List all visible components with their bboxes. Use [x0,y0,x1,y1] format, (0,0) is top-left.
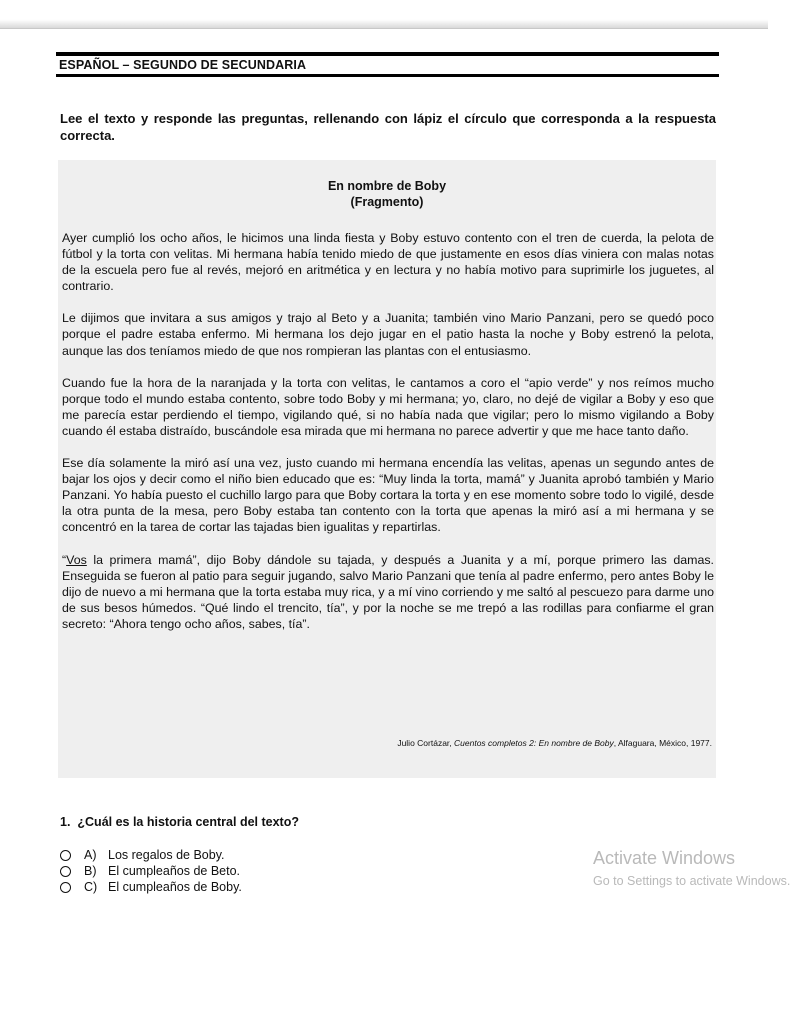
reading-title: En nombre de Boby [327,179,447,193]
citation-book: Cuentos completos 2: En nombre de Boby [454,738,614,748]
radio-circle-icon[interactable] [60,882,71,893]
citation-publisher: , Alfaguara, México, 1977. [613,738,712,748]
radio-circle-icon[interactable] [60,850,71,861]
option-text: El cumpleaños de Beto. [108,864,241,878]
paragraph-3: Cuando fue la hora de la naranjada y la torta con velitas, le cantamos a coro el “apio verde” y nos reímos mucho porque todo el mundo estaba contento, sobre todo Boby y mi hermana; yo, claro, no dejé de vigilar a Boby y eso que me parecía estar perdiendo el tiempo, vigilando qué, si no había nada que vigilar; pero lo mismo vigilando a Boby cuando él estaba distraído, buscándole esa mirada que mi hermana no parece advertir y que me hace tanto daño. [62,375,714,438]
paragraph-5-open-quote: “ [62,552,67,567]
top-window-edge [0,0,768,29]
citation [397,738,712,748]
paragraph-5-text: la primera mamá”, dijo Boby dándole su tajada, y después a Juanita y a mí, porque primero las damas. Enseguida se fueron al patio para seguir jugando, salvo Mario Panzani que tenía al padre enfermo, pero antes Boby le dijo de nuevo a mi hermana que la torta estaba muy rica, y a mí vino corriendo y me saltó al pescuezo para darme uno de sus besos húmedos. “Qué lindo el trencito, tía”, y por la noche se me trepó a las rodillas para confiarme el gran secreto: “Ahora tengo ocho años, sabes, tía”. [62,552,714,631]
header-title: ESPAÑOL – SEGUNDO DE SECUNDARIA [59,58,307,72]
reading-subtitle: (Fragmento) [350,195,424,209]
radio-circle-icon[interactable] [60,866,71,877]
option-letter: B) [84,864,97,878]
citation-author: Julio Cortázar, [397,738,455,748]
reading-title-block [58,178,716,210]
reading-passage-box [58,160,716,778]
option-a[interactable] [60,847,242,863]
option-text: Los regalos de Boby. [108,848,225,862]
option-c[interactable] [60,879,242,895]
question-text: ¿Cuál es la historia central del texto? [77,815,299,829]
instructions: Lee el texto y responde las preguntas, rellenando con lápiz el círculo que corresponda a la respuesta correcta. [60,111,716,143]
activation-watermark [593,847,790,889]
paragraph-1: Ayer cumplió los ocho años, le hicimos una linda fiesta y Boby estuvo contento con el tren de cuerda, la pelota de fútbol y la torta con velitas. Mi hermana había tenido miedo de que justamente en esos días viniera con malas notas de la escuela pero fue al revés, mejoró en aritmética y en lectura y no había motivo para suprimirle los juguetes, al contrario. [62,231,714,294]
option-letter: C) [84,880,98,894]
option-text: El cumpleaños de Boby. [108,880,242,894]
paragraph-5-underlined-word: Vos [66,552,87,567]
option-b[interactable] [60,863,242,879]
watermark-title: Activate Windows [593,848,736,868]
question-number: 1. [60,815,71,829]
reading-paragraphs [62,230,714,648]
answer-options [60,847,242,895]
document-header [56,52,719,77]
paragraph-2: Le dijimos que invitara a sus amigos y trajo al Beto y a Juanita; también vino Mario Panzani, pero se quedó poco porque el padre estaba enfermo. Mi hermana los dejo jugar en el patio hasta la noche y Boby estrenó la pelota, aunque las dos teníamos miedo de que nos rompieran las plantas con el entusiasmo. [62,311,714,358]
option-letter: A) [84,848,97,862]
paragraph-5 [62,552,714,632]
watermark-subtitle: Go to Settings to activate Windows. [593,874,790,888]
question-1 [60,815,299,829]
paragraph-4: Ese día solamente la miró así una vez, justo cuando mi hermana encendía las velitas, apenas un segundo antes de bajar los ojos y decir como el niño bien educado que es: “Muy linda la torta, mamá” y Juanita aprobó también y Mario Panzani. Yo había puesto el cuchillo largo para que Boby cortara la torta y en ese momento sobre todo lo vigilé, desde la otra punta de la mesa, pero Boby estaba tan contento con la torta que apenas la miró así a mi hermana y se concentró en la tarea de cortar las tajadas bien igualitas y repartirlas. [62,456,714,535]
